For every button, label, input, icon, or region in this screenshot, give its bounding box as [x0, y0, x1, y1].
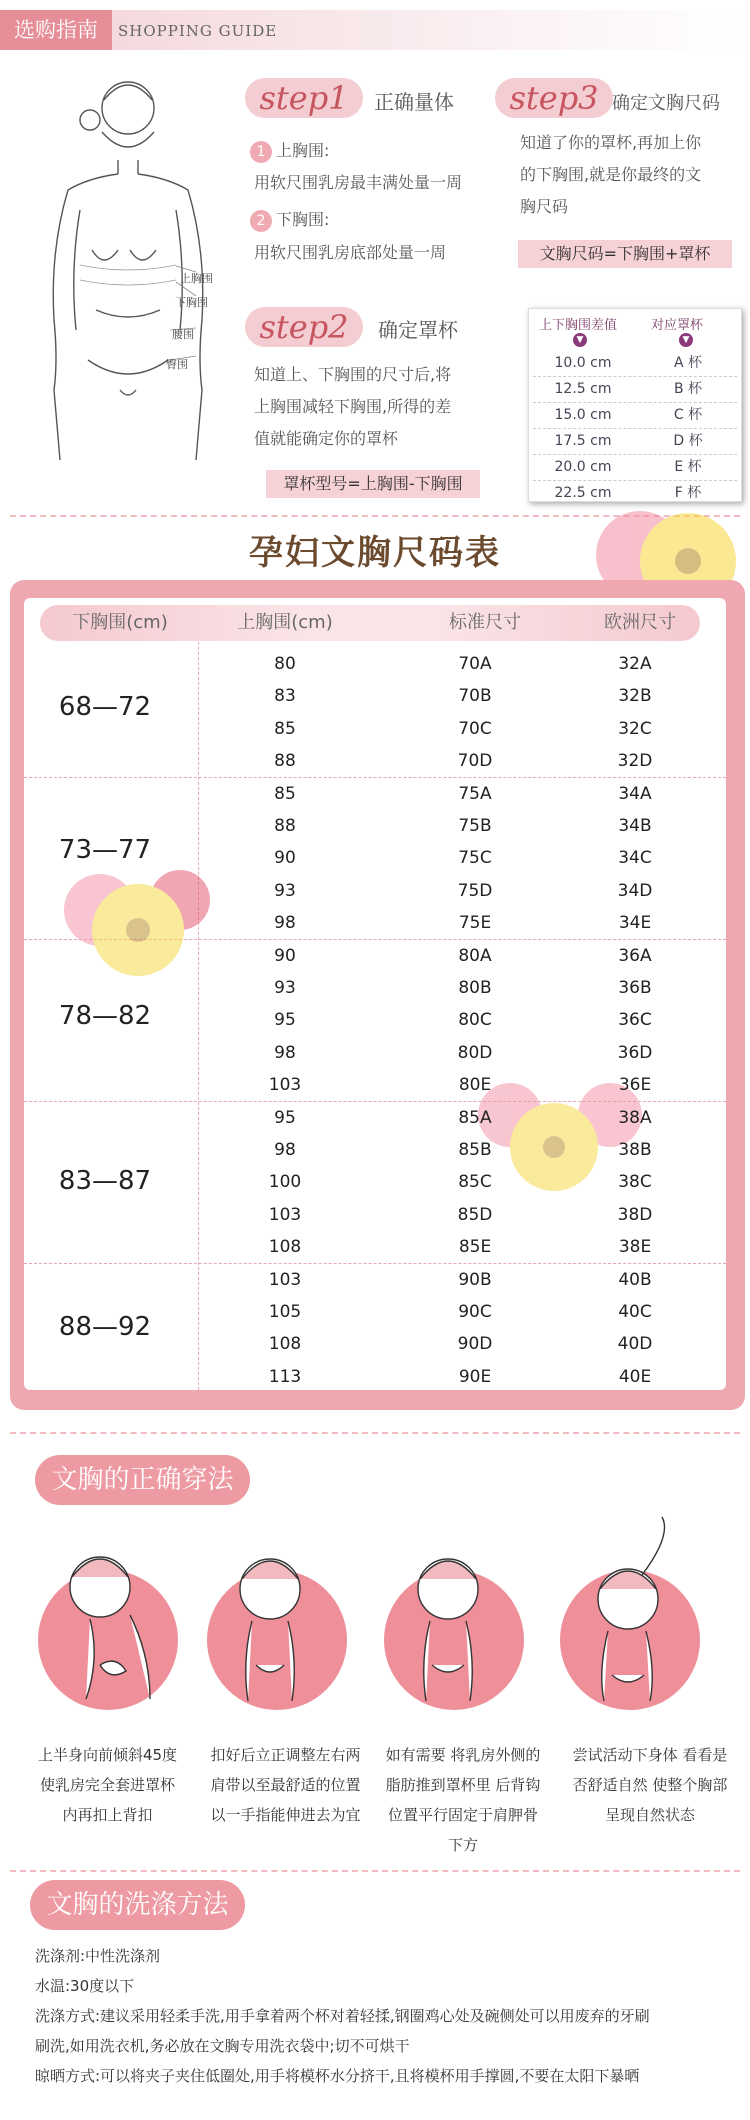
upper-bust-value: 100 — [268, 1172, 302, 1192]
cup-diff: 17.5 cm — [554, 433, 612, 449]
upper-bust-value: 83 — [274, 686, 296, 706]
step2-line1: 知道上、下胸围的尺寸后,将 — [254, 365, 452, 384]
step3-title: 确定文胸尺码 — [612, 93, 720, 114]
step3-formula: 文胸尺码=下胸围+罩杯 — [518, 240, 732, 268]
wear-step-line: 肩带以至最舒适的位置 — [210, 1776, 361, 1794]
standard-size-value: 80D — [457, 1043, 493, 1063]
euro-size-value: 36E — [618, 1075, 652, 1095]
size-table-title: 孕妇文胸尺码表 — [249, 533, 501, 573]
standard-size-value: 90B — [458, 1270, 492, 1290]
upper-bust-value: 85 — [274, 719, 296, 739]
upper-bust-value: 85 — [274, 784, 296, 804]
euro-size-value: 36A — [618, 946, 652, 966]
euro-size-value: 36D — [617, 1043, 653, 1063]
label-upper-bust: 上胸围 — [180, 272, 213, 285]
cup-table-row — [533, 351, 737, 377]
cup-table-row — [533, 429, 737, 455]
under-bust-range: 73—77 — [58, 835, 152, 865]
standard-size-value: 70A — [458, 654, 492, 674]
col-header-euro-size: 欧洲尺寸 — [604, 612, 676, 633]
upper-bust-value: 93 — [274, 978, 296, 998]
upper-bust-value: 103 — [268, 1075, 302, 1095]
wear-step-line: 下方 — [447, 1836, 478, 1854]
standard-size-value: 75C — [458, 848, 492, 868]
standard-size-value: 80C — [458, 1010, 492, 1030]
wear-step-line: 以一手指能伸进去为宜 — [210, 1806, 361, 1824]
euro-size-value: 38B — [618, 1140, 652, 1160]
upper-bust-value: 108 — [268, 1237, 302, 1257]
cup-table-header-diff: 上下胸围差值 — [539, 318, 618, 333]
divider — [10, 1870, 740, 1872]
wash-drying: 晾晒方式:可以将夹子夹住低圈处,用手将模杯水分挤干,且将模杯用手撑圆,不要在太阳下暴晒 — [35, 2067, 640, 2085]
wear-step-line: 否舒适自然 使整个胸部 — [572, 1776, 728, 1794]
cup-diff: 15.0 cm — [554, 407, 612, 423]
upper-bust-value: 90 — [274, 848, 296, 868]
cup-letter: F 杯 — [674, 485, 702, 501]
wear-step-line: 尝试活动下身体 看看是 — [572, 1746, 728, 1764]
wear-step-3-text — [373, 1740, 553, 1860]
step3-line2: 的下胸围,就是你最终的文 — [520, 165, 702, 184]
wear-step-line: 内再扣上背扣 — [62, 1806, 153, 1824]
standard-size-value: 75E — [458, 913, 492, 933]
chevron-down-icon: ▼ — [679, 333, 693, 347]
wear-step-line: 如有需要 将乳房外侧的 — [385, 1746, 541, 1764]
cup-letter: C 杯 — [673, 407, 703, 423]
upper-bust-value: 90 — [274, 946, 296, 966]
step1-item1-number: 1 — [250, 141, 272, 163]
cup-diff: 22.5 cm — [554, 485, 612, 501]
upper-bust-value: 105 — [268, 1302, 302, 1322]
under-bust-range: 78—82 — [58, 1001, 152, 1031]
under-bust-range: 83—87 — [58, 1166, 152, 1196]
wear-step-line: 脂肪推到罩杯里 后背钩 — [385, 1776, 541, 1794]
wash-detergent: 洗涤剂:中性洗涤剂 — [35, 1947, 161, 1965]
euro-size-value: 32C — [618, 719, 652, 739]
upper-bust-value: 93 — [274, 881, 296, 901]
wear-step-line: 扣好后立正调整左右两 — [210, 1746, 361, 1764]
step2-tag: step2 — [245, 307, 363, 347]
step1-item2-text: 用软尺围乳房底部处量一周 — [254, 243, 447, 262]
step1-title: 正确量体 — [374, 90, 454, 114]
wash-method-cont: 刷洗,如用洗衣机,务必放在文胸专用洗衣袋中;切不可烘干 — [35, 2037, 410, 2055]
euro-size-value: 40D — [617, 1334, 653, 1354]
wash-method: 洗涤方式:建议采用轻柔手洗,用手拿着两个杯对着轻揉,钢圈鸡心处及碗侧处可以用废弃的牙刷 — [35, 2007, 650, 2025]
label-waist: 腰围 — [172, 328, 194, 341]
step3-tag: step3 — [495, 78, 613, 118]
step2-line3: 值就能确定你的罩杯 — [254, 429, 399, 448]
upper-bust-value: 88 — [274, 816, 296, 836]
standard-size-value: 90D — [457, 1334, 493, 1354]
euro-size-value: 36B — [618, 978, 652, 998]
step2-title: 确定罩杯 — [378, 318, 458, 342]
euro-size-value: 40C — [618, 1302, 652, 1322]
standard-size-value: 85D — [457, 1205, 493, 1225]
euro-size-value: 40B — [618, 1270, 652, 1290]
label-under-bust: 下胸围 — [175, 296, 208, 309]
cup-diff: 12.5 cm — [554, 381, 612, 397]
standard-size-value: 75A — [458, 784, 492, 804]
step1-item2-number: 2 — [250, 210, 272, 232]
cup-size-table — [528, 308, 742, 502]
wear-step-line: 呈现自然状态 — [604, 1806, 695, 1824]
wash-temperature: 水温:30度以下 — [35, 1977, 135, 1995]
euro-size-value: 32A — [618, 654, 652, 674]
cup-table-header-cup: 对应罩杯 — [651, 318, 704, 333]
step1-item1 — [250, 136, 329, 166]
step1-tag: step1 — [245, 78, 363, 118]
euro-size-value: 38E — [618, 1237, 652, 1257]
col-header-standard-size: 标准尺寸 — [449, 612, 521, 633]
upper-bust-value: 98 — [274, 1043, 296, 1063]
wear-step-line: 上半身向前倾斜45度 — [37, 1746, 178, 1764]
upper-bust-value: 103 — [268, 1270, 302, 1290]
standard-size-value: 90E — [458, 1367, 492, 1387]
upper-bust-value: 88 — [274, 751, 296, 771]
standard-size-value: 85B — [458, 1140, 492, 1160]
euro-size-value: 38D — [617, 1205, 653, 1225]
euro-size-value: 40E — [618, 1367, 652, 1387]
cup-table-row — [533, 455, 737, 481]
cup-letter: E 杯 — [674, 459, 702, 475]
header-title-en: SHOPPING GUIDE — [118, 22, 278, 40]
cup-letter: D 杯 — [673, 433, 703, 449]
wash-section-title: 文胸的洗涤方法 — [30, 1880, 245, 1930]
standard-size-value: 90C — [458, 1302, 492, 1322]
divider — [10, 1432, 740, 1434]
standard-size-value: 80E — [458, 1075, 492, 1095]
cup-diff: 10.0 cm — [554, 355, 612, 371]
header-bar — [0, 10, 750, 50]
cup-table-body — [533, 351, 737, 506]
cup-table-row — [533, 377, 737, 403]
upper-bust-value: 80 — [274, 654, 296, 674]
upper-bust-value: 98 — [274, 1140, 296, 1160]
step1-item1-text: 用软尺围乳房最丰满处量一周 — [254, 173, 463, 192]
wear-step-4-text — [555, 1740, 745, 1830]
wear-step-line: 位置平行固定于肩胛骨 — [387, 1806, 538, 1824]
step3-line1: 知道了你的罩杯,再加上你 — [520, 133, 702, 152]
euro-size-value: 32D — [617, 751, 653, 771]
wear-illustrations — [30, 1515, 740, 1735]
standard-size-value: 80A — [458, 946, 492, 966]
euro-size-value: 34B — [618, 816, 652, 836]
step3-line3: 胸尺码 — [520, 197, 569, 216]
euro-size-value: 36C — [618, 1010, 652, 1030]
upper-bust-value: 108 — [268, 1334, 302, 1354]
flower-decoration — [40, 860, 230, 990]
euro-size-value: 34D — [617, 881, 653, 901]
euro-size-value: 34A — [618, 784, 652, 804]
standard-size-value: 75B — [458, 816, 492, 836]
upper-bust-value: 95 — [274, 1010, 296, 1030]
step1-item1-label: 上胸围: — [276, 141, 330, 160]
euro-size-value: 32B — [618, 686, 652, 706]
cup-letter: B 杯 — [673, 381, 703, 397]
euro-size-value: 38A — [618, 1108, 652, 1128]
table-column-divider — [198, 642, 199, 1390]
under-bust-range: 88—92 — [58, 1312, 152, 1342]
col-header-upper-bust: 上胸围(cm) — [237, 612, 333, 633]
wear-section-title: 文胸的正确穿法 — [35, 1455, 250, 1505]
cup-table-row — [533, 403, 737, 429]
col-header-under-bust: 下胸围(cm) — [72, 612, 168, 633]
header-title-cn: 选购指南 — [0, 10, 112, 50]
cup-letter: A 杯 — [673, 355, 703, 371]
standard-size-value: 80B — [458, 978, 492, 998]
chevron-down-icon: ▼ — [573, 333, 587, 347]
standard-size-value: 85C — [458, 1172, 492, 1192]
wear-step-1-text — [15, 1740, 200, 1830]
euro-size-value: 34E — [618, 913, 652, 933]
cup-diff: 20.0 cm — [554, 459, 612, 475]
standard-size-value: 70C — [458, 719, 492, 739]
upper-bust-value: 95 — [274, 1108, 296, 1128]
standard-size-value: 75D — [457, 881, 493, 901]
euro-size-value: 38C — [618, 1172, 652, 1192]
upper-bust-value: 113 — [268, 1367, 302, 1387]
wear-step-line: 使乳房完全套进罩杯 — [39, 1776, 175, 1794]
upper-bust-value: 103 — [268, 1205, 302, 1225]
under-bust-range: 68—72 — [58, 692, 152, 722]
step2-formula: 罩杯型号=上胸围-下胸围 — [266, 470, 480, 498]
standard-size-value: 85A — [458, 1108, 492, 1128]
upper-bust-value: 98 — [274, 913, 296, 933]
standard-size-value: 70D — [457, 751, 493, 771]
euro-size-value: 34C — [618, 848, 652, 868]
standard-size-value: 85E — [458, 1237, 492, 1257]
wear-step-2-text — [198, 1740, 373, 1830]
step1-item2-label: 下胸围: — [276, 210, 330, 229]
standard-size-value: 70B — [458, 686, 492, 706]
step1-item2 — [250, 205, 329, 235]
label-hip: 臀围 — [166, 358, 188, 371]
step2-line2: 上胸围减轻下胸围,所得的差 — [254, 397, 452, 416]
